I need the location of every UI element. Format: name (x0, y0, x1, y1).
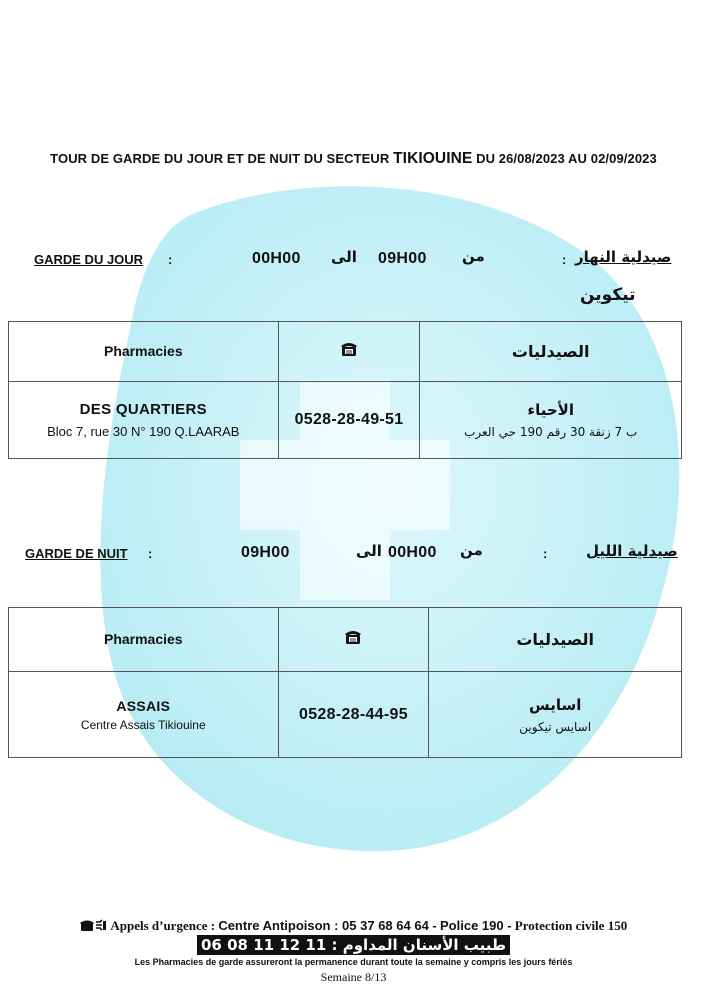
emergency-line (0, 918, 707, 934)
pharmacy-address: Centre Assais Tikiouine (80, 717, 206, 732)
table-row (9, 672, 682, 758)
col-header-pharmacies: Pharmacies (103, 630, 183, 647)
on-call-dentist: طبيب الأسنان المداوم : 11 12 11 08 06 (197, 935, 510, 955)
pharmacy-name-ar: اسايس (528, 695, 582, 714)
day-time-start: 09H00 (378, 250, 427, 267)
night-shift-label: GARDE DE NUIT (25, 546, 128, 561)
pharmacy-address: Bloc 7, rue 30 N° 190 Q.LAARAB (47, 424, 240, 439)
phone-ringing-icon (80, 919, 108, 932)
day-word-to: الى (331, 248, 357, 266)
pharmacy-phone: 0528-28-44-95 (299, 705, 408, 723)
night-pharmacy-table (8, 607, 682, 758)
night-table-header-row (9, 608, 682, 672)
table-row (9, 382, 682, 459)
police-number: Police 190 - (440, 918, 512, 933)
night-word-to: الى (356, 542, 382, 560)
pharmacy-address-ar: اسايس تيكوين (519, 719, 592, 734)
night-colon-ar: : (543, 546, 548, 561)
week-number: Semaine 8/13 (320, 970, 387, 984)
day-shift-label-ar: صيدلية النهار (575, 248, 672, 266)
night-time-end: 09H00 (241, 544, 290, 561)
day-colon-ar: : (562, 252, 567, 267)
col-header-pharmacies: Pharmacies (104, 342, 183, 359)
night-shift-label-ar: صيدلية الليل (586, 542, 678, 560)
day-table-header-row (9, 322, 682, 382)
emergency-label: Appels d’urgence : (110, 918, 216, 933)
page-title: TOUR DE GARDE DU JOUR ET DE NUIT DU SECTEUR TIKIOUINE DU 26/08/2023 AU 02/09/2023 (50, 150, 657, 167)
night-word-from: من (460, 541, 483, 559)
day-colon: : (168, 252, 173, 267)
col-header-pharmacies-ar: الصيدليات (516, 629, 594, 649)
day-pharmacy-table (8, 321, 682, 459)
dentist-line (0, 935, 707, 955)
civil-protection-number: Protection civile 150 (514, 918, 628, 933)
pharmacy-name: ASSAIS (116, 697, 171, 714)
telephone-icon (344, 629, 362, 645)
telephone-icon (340, 341, 358, 357)
pharmacy-name-ar: الأحياء (527, 401, 574, 419)
sector-name: TIKIOUINE (393, 150, 473, 167)
night-colon: : (148, 546, 153, 561)
pharmacy-phone: 0528-28-49-51 (294, 411, 404, 428)
pharmacy-name: DES QUARTIERS (79, 401, 207, 418)
night-time-start: 00H00 (388, 544, 437, 561)
day-time-end: 00H00 (252, 250, 301, 267)
city-name-ar: تيكوين (580, 285, 636, 305)
pharmacy-address-ar: ب 7 زنقة 30 رقم 190 حي العرب (464, 425, 638, 439)
permanence-notice: Les Pharmacies de garde assureront la permanence durant toute la semaine y compris les jours fériés (134, 957, 573, 967)
col-header-pharmacies-ar: الصيدليات (511, 341, 590, 361)
day-word-from: من (462, 247, 485, 265)
day-shift-label: GARDE DU JOUR (34, 252, 144, 267)
antipoison-number: Centre Antipoison : 05 37 68 64 64 - (218, 918, 437, 933)
